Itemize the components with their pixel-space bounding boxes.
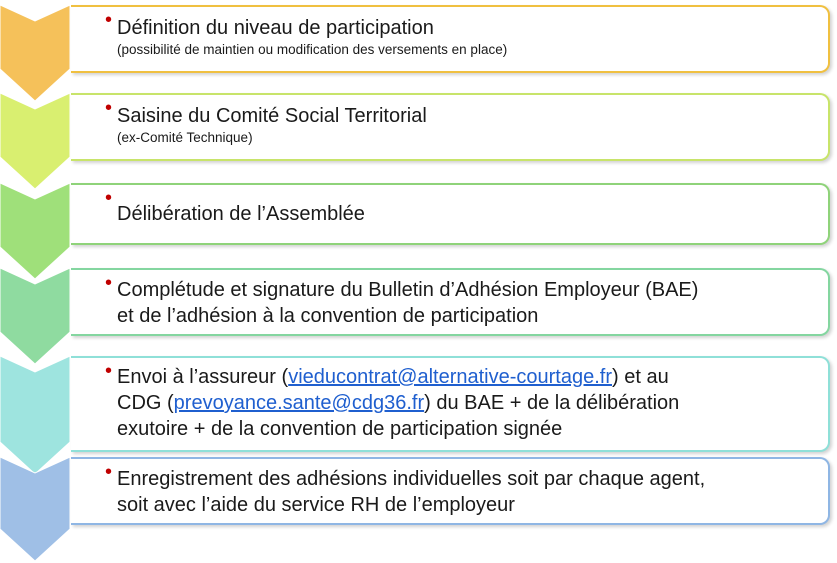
step-box-completude (71, 268, 830, 336)
bullet: • (105, 461, 113, 483)
text-segment: ) et au (612, 366, 669, 388)
step-box-definition (71, 5, 830, 73)
text-segment: ) du BAE + de la délibération (424, 392, 680, 414)
step-box-enregistrement (71, 457, 830, 525)
step-title: Définition du niveau de participation (117, 17, 434, 39)
chevron-step-4 (0, 268, 70, 364)
step-subtitle: (ex-Comité Technique) (117, 130, 253, 145)
bullet: • (105, 97, 113, 119)
bullet: • (105, 272, 113, 294)
step-title: Délibération de l’Assemblée (117, 203, 365, 225)
step-title-line1: Enregistrement des adhésions individuelles soit par chaque agent, (117, 468, 706, 490)
chevron-step-1 (0, 5, 70, 101)
email-link-assureur[interactable]: vieducontrat@alternative-courtage.fr (288, 366, 612, 388)
step-box-envoi (71, 356, 830, 452)
chevron-step-5 (0, 356, 70, 474)
step-title-line1 (117, 364, 818, 390)
step-title-line2: soit avec l’aide du service RH de l’employeur (117, 494, 515, 516)
chevron-step-3 (0, 183, 70, 279)
bullet: • (105, 9, 113, 31)
step-title-line2: et de l’adhésion à la convention de participation (117, 305, 539, 327)
step-title-line1: Complétude et signature du Bulletin d’Adhésion Employeur (BAE) (117, 279, 699, 301)
step-title-line2 (117, 390, 818, 416)
text-segment: Envoi à l’assureur ( (117, 366, 289, 388)
chevron-step-2 (0, 93, 70, 189)
step-box-saisine (71, 93, 830, 161)
step-title: Saisine du Comité Social Territorial (117, 105, 427, 127)
step-box-deliberation (71, 183, 830, 245)
step-title-line3: exutoire + de la convention de participation signée (117, 418, 563, 440)
step-subtitle: (possibilité de maintien ou modification des versements en place) (117, 42, 508, 57)
text-segment: CDG ( (117, 392, 174, 414)
chevron-step-6 (0, 457, 70, 561)
bullet: • (105, 187, 113, 209)
bullet: • (105, 360, 113, 382)
email-link-cdg[interactable]: prevoyance.sante@cdg36.fr (173, 392, 425, 414)
